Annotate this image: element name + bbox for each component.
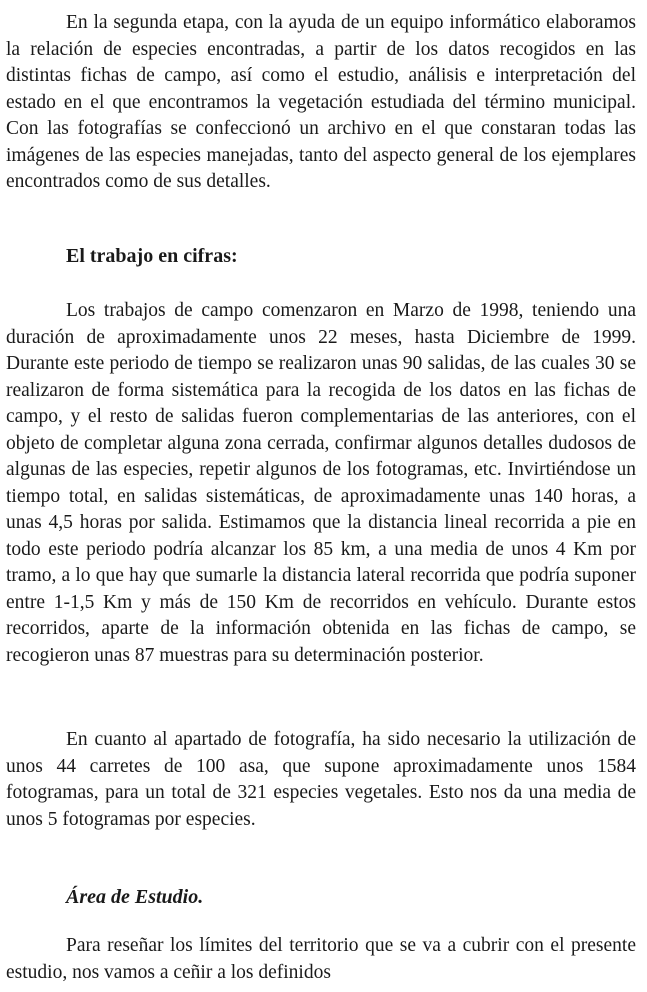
heading-study-area: Área de Estudio. — [66, 886, 204, 908]
paragraph-field-work: Los trabajos de campo comenzaron en Marzo de 1998, teniendo una duración de aproximadamente unos 22 meses, hasta Diciembre de 1999. Durante este periodo de tiempo se realizaron unas 90 salidas, de las cuales 30 se realizaron de forma sistemática para la recogida de los datos en las fichas de campo, y el resto de salidas fueron complementarias de las anteriores, con el objeto de completar alguna zona cerrada, confirmar algunos detalles dudosos de algunas de las especies, repetir algunos de los fotogramas, etc. Invirtiéndose un tiempo total, en salidas sistemáticas, de aproximadamente unas 140 horas, a unas 4,5 horas por salida. Estimamos que la distancia lineal recorrida a pie en todo este periodo podría alcanzar los 85 km, a una media de unos 4 Km por tramo, a lo que hay que sumarle la distancia lateral recorrida que podría suponer entre 1-1,5 Km y más de 150 Km de recorridos en vehículo. Durante estos recorridos, aparte de la información obtenida en las fichas de campo, se recogieron unas 87 muestras para su determinación posterior. — [6, 300, 636, 666]
paragraph-photography: En cuanto al apartado de fotografía, ha sido necesario la utilización de unos 44 carretes de 100 asa, que supone aproximadamente unos 1584 fotogramas, para un total de 321 especies vegetales. Esto nos da una media de unos 5 fotogramas por especies. — [6, 729, 636, 830]
heading-work-in-figures: El trabajo en cifras: — [66, 245, 238, 267]
paragraph-study-area: Para reseñar los límites del territorio que se va a cubrir con el presente estudio, nos vamos a ceñir a los definidos — [6, 935, 636, 983]
paragraph-second-stage: En la segunda etapa, con la ayuda de un equipo informático elaboramos la relación de especies encontradas, a partir de los datos recogidos en las distintas fichas de campo, así como el estudio, análisis e interpretación del estado en el que encontramos la vegetación estudiada del término municipal. Con las fotografías se confeccionó un archivo en el que constaran todas las imágenes de las especies manejadas, tanto del aspecto general de los ejemplares encontrados como de sus detalles. — [6, 12, 636, 192]
